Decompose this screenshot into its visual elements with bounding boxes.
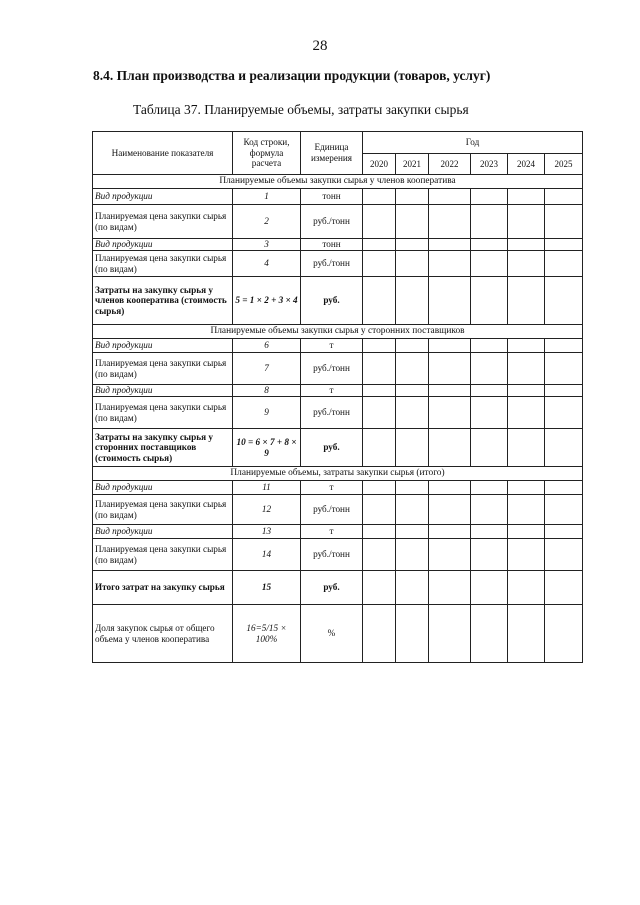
unit-cell: т [301, 339, 363, 353]
code-cell: 2 [233, 205, 301, 239]
year-value-cell [471, 353, 508, 385]
section-title: Планируемые объемы закупки сырья у членов кооператива [93, 175, 583, 189]
indicator-cell: Планируемая цена закупки сырья (по видам) [93, 495, 233, 525]
year-value-cell [429, 251, 471, 277]
code-cell: 16=5/15 × 100% [233, 605, 301, 663]
table-row [93, 339, 583, 353]
unit-cell: т [301, 481, 363, 495]
year-value-cell [545, 385, 583, 397]
section-heading: 8.4. План производства и реализации продукции (товаров, услуг) [93, 68, 491, 83]
header-year-2020: 2020 [363, 154, 396, 175]
code-cell: 7 [233, 353, 301, 385]
year-value-cell [508, 339, 545, 353]
year-value-cell [429, 481, 471, 495]
year-value-cell [363, 397, 396, 429]
year-value-cell [508, 189, 545, 205]
year-value-cell [471, 339, 508, 353]
unit-cell: тонн [301, 189, 363, 205]
year-value-cell [429, 339, 471, 353]
code-cell: 6 [233, 339, 301, 353]
unit-cell: руб. [301, 277, 363, 325]
year-value-cell [396, 251, 429, 277]
section-title: Планируемые объемы закупки сырья у сторонних поставщиков [93, 325, 583, 339]
table-row [93, 239, 583, 251]
year-value-cell [363, 189, 396, 205]
year-value-cell [471, 385, 508, 397]
year-value-cell [545, 481, 583, 495]
code-cell: 10 = 6 × 7 + 8 × 9 [233, 429, 301, 467]
indicator-cell: Планируемая цена закупки сырья (по видам) [93, 397, 233, 429]
code-cell: 11 [233, 481, 301, 495]
year-value-cell [396, 339, 429, 353]
table-row [93, 429, 583, 467]
year-value-cell [471, 495, 508, 525]
year-value-cell [545, 353, 583, 385]
table-row [93, 277, 583, 325]
year-value-cell [363, 205, 396, 239]
unit-cell: руб./тонн [301, 397, 363, 429]
year-value-cell [471, 189, 508, 205]
year-value-cell [545, 429, 583, 467]
table-row [93, 481, 583, 495]
indicator-cell: Итого затрат на закупку сырья [93, 571, 233, 605]
table-caption: Таблица 37. Планируемые объемы, затраты закупки сырья [133, 102, 469, 117]
year-value-cell [508, 571, 545, 605]
year-value-cell [363, 495, 396, 525]
year-value-cell [508, 205, 545, 239]
code-cell: 13 [233, 525, 301, 539]
indicator-cell: Затраты на закупку сырья у членов кооператива (стоимость сырья) [93, 277, 233, 325]
year-value-cell [545, 277, 583, 325]
indicator-cell: Вид продукции [93, 525, 233, 539]
unit-cell: руб./тонн [301, 205, 363, 239]
unit-cell: руб./тонн [301, 251, 363, 277]
code-cell: 5 = 1 × 2 + 3 × 4 [233, 277, 301, 325]
unit-cell: руб. [301, 571, 363, 605]
table-row [93, 251, 583, 277]
indicator-cell: Вид продукции [93, 385, 233, 397]
table-row [93, 525, 583, 539]
header-year-2023: 2023 [471, 154, 508, 175]
unit-cell: руб./тонн [301, 495, 363, 525]
code-cell: 3 [233, 239, 301, 251]
year-value-cell [429, 539, 471, 571]
unit-cell: руб./тонн [301, 539, 363, 571]
unit-cell: т [301, 385, 363, 397]
year-value-cell [429, 525, 471, 539]
year-value-cell [545, 495, 583, 525]
year-value-cell [471, 239, 508, 251]
unit-cell: т [301, 525, 363, 539]
year-value-cell [508, 429, 545, 467]
table-row [93, 205, 583, 239]
code-cell: 1 [233, 189, 301, 205]
year-value-cell [545, 339, 583, 353]
table-row [93, 353, 583, 385]
year-value-cell [396, 189, 429, 205]
code-cell: 9 [233, 397, 301, 429]
header-unit: Единица измерения [301, 132, 363, 175]
year-value-cell [363, 539, 396, 571]
year-value-cell [396, 205, 429, 239]
year-value-cell [396, 495, 429, 525]
page-number: 28 [312, 38, 328, 54]
year-value-cell [508, 481, 545, 495]
indicator-cell: Планируемая цена закупки сырья (по видам) [93, 353, 233, 385]
year-value-cell [363, 385, 396, 397]
indicator-cell: Вид продукции [93, 239, 233, 251]
year-value-cell [429, 605, 471, 663]
year-value-cell [471, 539, 508, 571]
unit-cell: тонн [301, 239, 363, 251]
year-value-cell [429, 397, 471, 429]
year-value-cell [508, 495, 545, 525]
year-value-cell [471, 571, 508, 605]
year-value-cell [429, 571, 471, 605]
year-value-cell [396, 353, 429, 385]
section-title: Планируемые объемы, затраты закупки сырья (итого) [93, 467, 583, 481]
year-value-cell [508, 385, 545, 397]
year-value-cell [508, 525, 545, 539]
year-value-cell [545, 397, 583, 429]
header-year: Год [363, 132, 583, 154]
indicator-cell: Планируемая цена закупки сырья (по видам) [93, 539, 233, 571]
indicator-cell: Планируемая цена закупки сырья (по видам) [93, 251, 233, 277]
code-cell: 8 [233, 385, 301, 397]
year-value-cell [396, 481, 429, 495]
year-value-cell [396, 605, 429, 663]
year-value-cell [396, 277, 429, 325]
year-value-cell [471, 525, 508, 539]
indicator-cell: Вид продукции [93, 189, 233, 205]
year-value-cell [429, 189, 471, 205]
unit-cell: % [301, 605, 363, 663]
year-value-cell [545, 539, 583, 571]
year-value-cell [363, 277, 396, 325]
indicator-cell: Планируемая цена закупки сырья (по видам) [93, 205, 233, 239]
year-value-cell [545, 605, 583, 663]
year-value-cell [363, 239, 396, 251]
year-value-cell [429, 429, 471, 467]
code-cell: 14 [233, 539, 301, 571]
year-value-cell [429, 205, 471, 239]
year-value-cell [508, 239, 545, 251]
year-value-cell [545, 571, 583, 605]
year-value-cell [471, 481, 508, 495]
table-row [93, 495, 583, 525]
year-value-cell [429, 239, 471, 251]
year-value-cell [471, 277, 508, 325]
year-value-cell [545, 525, 583, 539]
year-value-cell [508, 277, 545, 325]
year-value-cell [545, 251, 583, 277]
section-title-row [93, 467, 583, 481]
table-row [93, 385, 583, 397]
year-value-cell [396, 397, 429, 429]
table-row [93, 397, 583, 429]
year-value-cell [471, 429, 508, 467]
year-value-cell [363, 571, 396, 605]
unit-cell: руб. [301, 429, 363, 467]
year-value-cell [396, 539, 429, 571]
year-value-cell [363, 605, 396, 663]
year-value-cell [396, 525, 429, 539]
year-value-cell [508, 353, 545, 385]
raw-material-table [92, 131, 583, 663]
table-row [93, 539, 583, 571]
year-value-cell [396, 429, 429, 467]
year-value-cell [471, 397, 508, 429]
year-value-cell [429, 353, 471, 385]
code-cell: 4 [233, 251, 301, 277]
header-year-2021: 2021 [396, 154, 429, 175]
year-value-cell [396, 239, 429, 251]
header-indicator: Наименование показателя [93, 132, 233, 175]
year-value-cell [545, 239, 583, 251]
year-value-cell [363, 481, 396, 495]
header-year-2025: 2025 [545, 154, 583, 175]
table-row [93, 605, 583, 663]
header-year-2022: 2022 [429, 154, 471, 175]
year-value-cell [508, 539, 545, 571]
unit-cell: руб./тонн [301, 353, 363, 385]
year-value-cell [363, 251, 396, 277]
year-value-cell [363, 353, 396, 385]
header-year-2024: 2024 [508, 154, 545, 175]
year-value-cell [471, 605, 508, 663]
indicator-cell: Вид продукции [93, 481, 233, 495]
year-value-cell [508, 251, 545, 277]
year-value-cell [471, 205, 508, 239]
year-value-cell [363, 339, 396, 353]
code-cell: 15 [233, 571, 301, 605]
table-row [93, 189, 583, 205]
year-value-cell [508, 397, 545, 429]
year-value-cell [429, 385, 471, 397]
table-row [93, 571, 583, 605]
year-value-cell [429, 495, 471, 525]
section-title-row [93, 325, 583, 339]
year-value-cell [363, 429, 396, 467]
year-value-cell [508, 605, 545, 663]
year-value-cell [363, 525, 396, 539]
year-value-cell [429, 277, 471, 325]
year-value-cell [396, 385, 429, 397]
indicator-cell: Затраты на закупку сырья у сторонних поставщиков (стоимость сырья) [93, 429, 233, 467]
section-title-row [93, 175, 583, 189]
table-body [93, 175, 583, 663]
year-value-cell [396, 571, 429, 605]
header-row-top [93, 132, 583, 154]
year-value-cell [545, 205, 583, 239]
year-value-cell [545, 189, 583, 205]
header-code: Код строки, формула расчета [233, 132, 301, 175]
year-value-cell [471, 251, 508, 277]
indicator-cell: Доля закупок сырья от общего объема у членов кооператива [93, 605, 233, 663]
code-cell: 12 [233, 495, 301, 525]
indicator-cell: Вид продукции [93, 339, 233, 353]
